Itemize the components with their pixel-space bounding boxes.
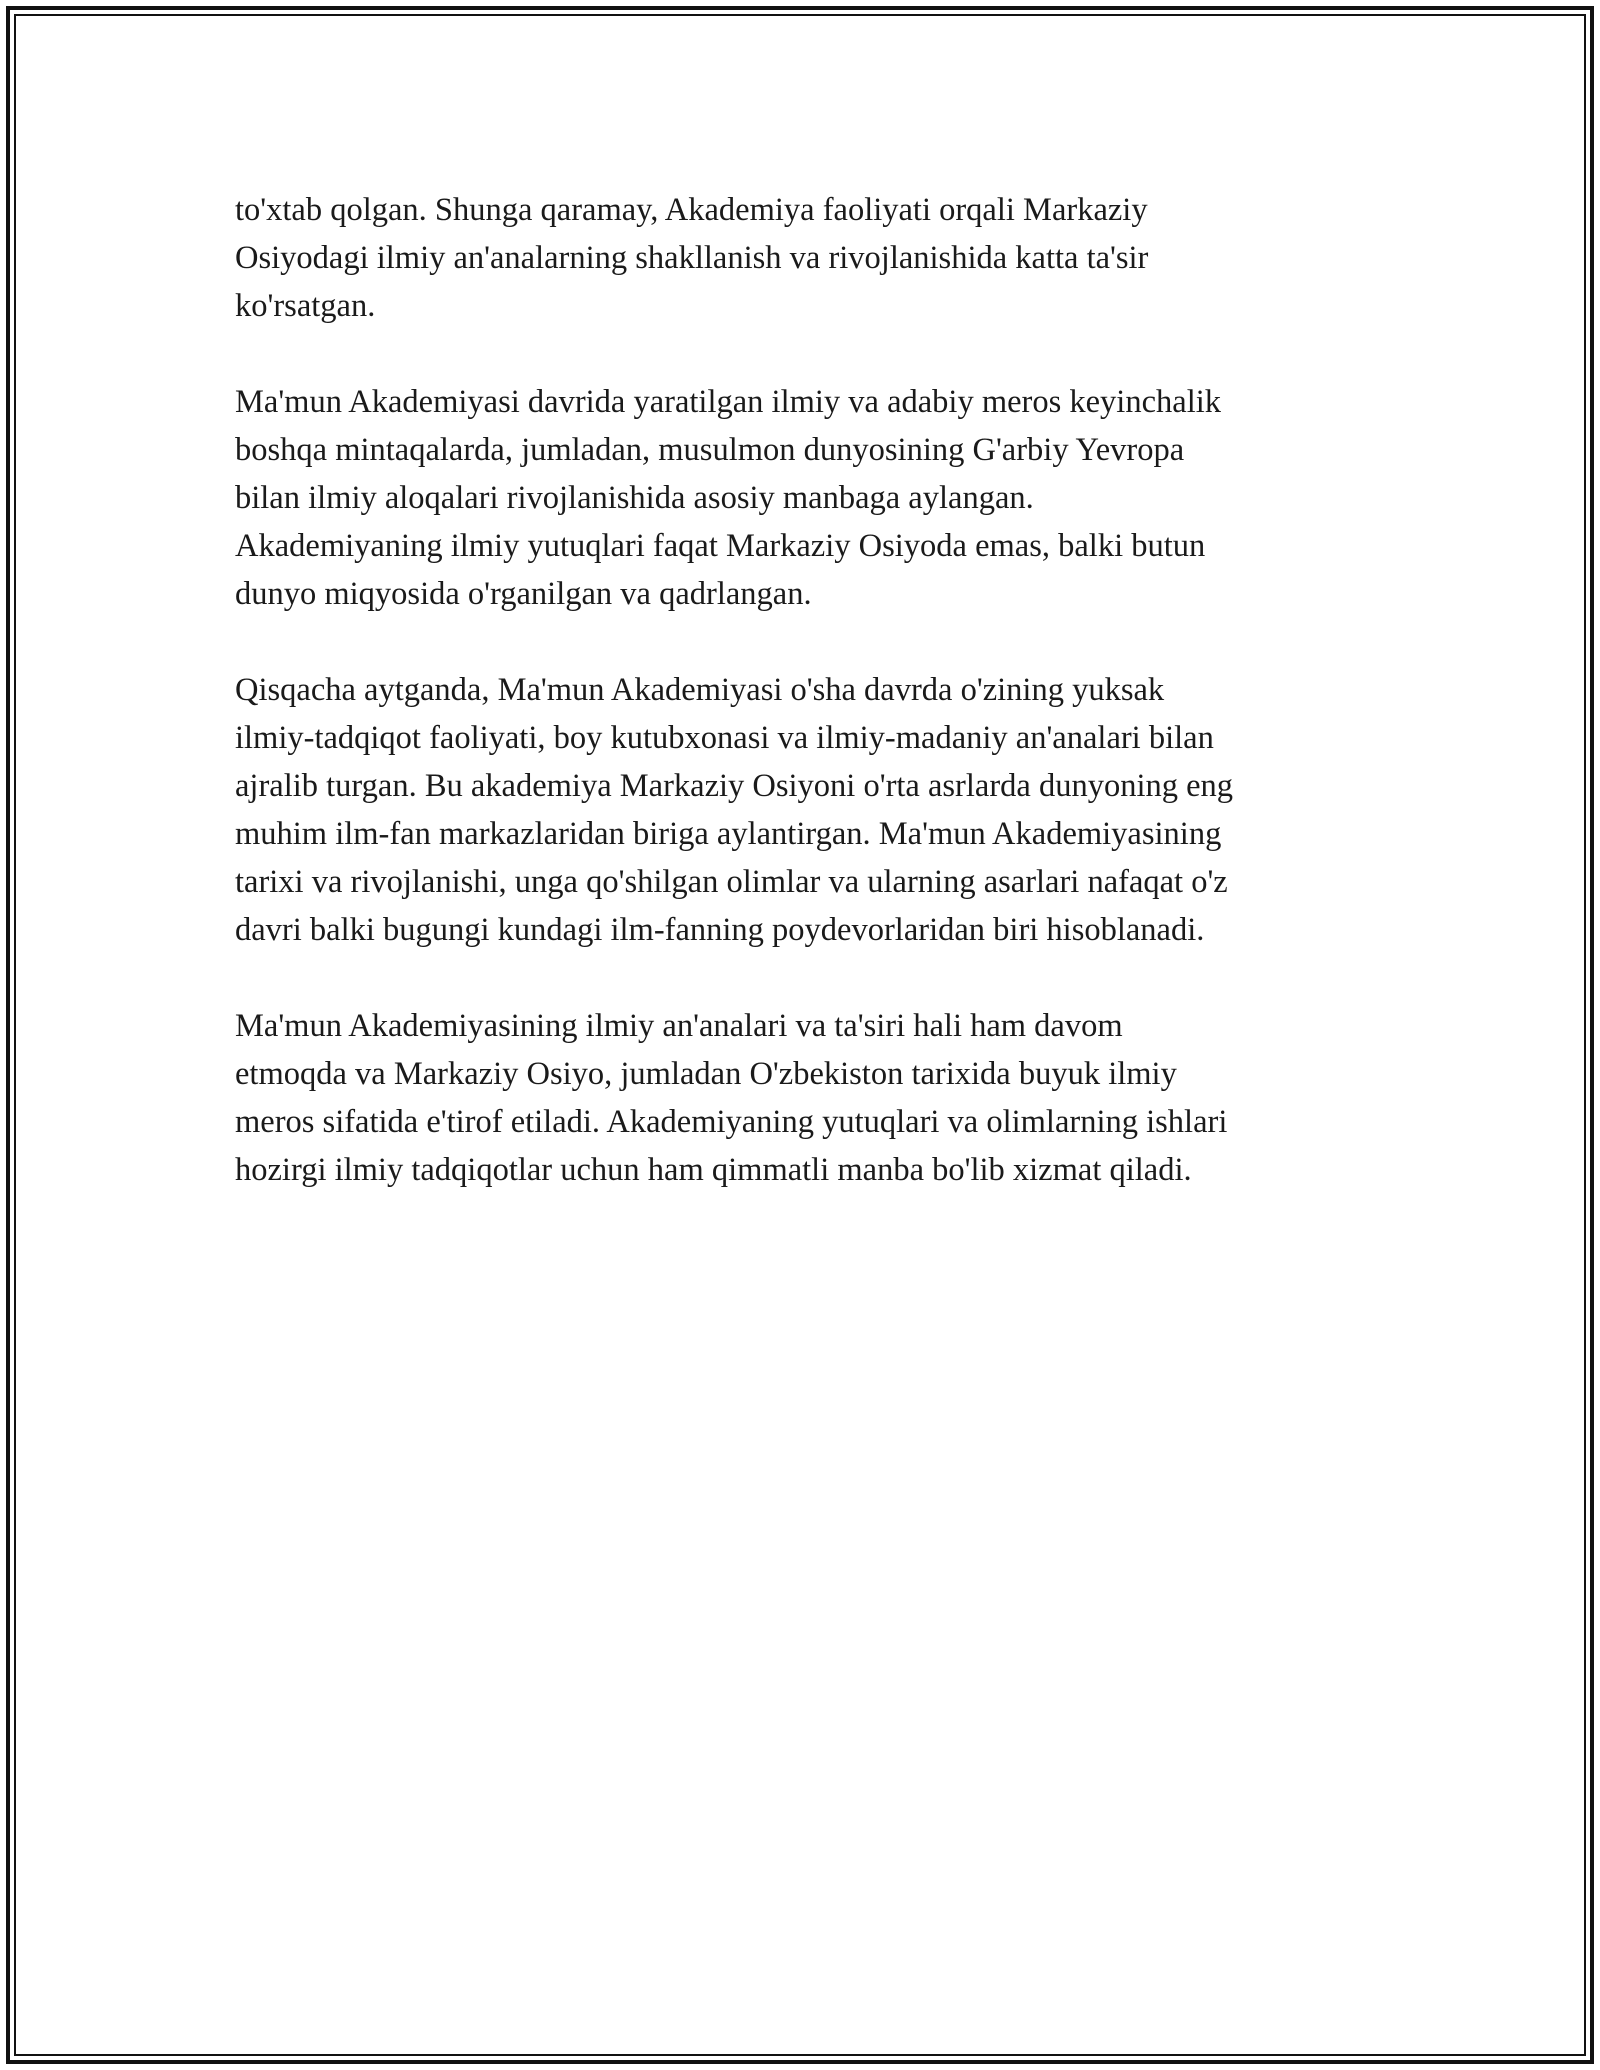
paragraph [235,186,1385,330]
text-line: Qisqacha aytganda, Ma'mun Akademiyasi o'sha davrda o'zining yuksak [235,672,1165,708]
text-line: davri balki bugungi kundagi ilm-fanning poydevorlaridan biri hisoblanadi. [235,912,1205,948]
text-line: etmoqda va Markaziy Osiyo, jumladan O'zbekiston tarixida buyuk ilmiy [235,1056,1177,1092]
text-line: Ma'mun Akademiyasining ilmiy an'analari va ta'siri hali ham davom [235,1008,1123,1044]
text-line: meros sifatida e'tirof etiladi. Akademiyaning yutuqlari va olimlarning ishlari [235,1104,1228,1140]
paragraph [235,1002,1385,1194]
text-line: Osiyodagi ilmiy an'analarning shakllanish va rivojlanishida katta ta'sir [235,240,1149,276]
text-line: hozirgi ilmiy tadqiqotlar uchun ham qimmatli manba bo'lib xizmat qiladi. [235,1152,1192,1188]
text-line: ilmiy-tadqiqot faoliyati, boy kutubxonasi va ilmiy-madaniy an'analari bilan [235,720,1214,756]
text-line: Ma'mun Akademiyasi davrida yaratilgan ilmiy va adabiy meros keyinchalik [235,384,1221,420]
text-line: ko'rsatgan. [235,288,376,324]
document-body [235,186,1385,1242]
paragraph [235,378,1385,618]
text-line: bilan ilmiy aloqalari rivojlanishida asosiy manbaga aylangan. [235,480,1034,516]
text-line: to'xtab qolgan. Shunga qaramay, Akademiya faoliyati orqali Markaziy [235,192,1148,228]
text-line: ajralib turgan. Bu akademiya Markaziy Osiyoni o'rta asrlarda dunyoning eng [235,768,1234,804]
text-line: Akademiyaning ilmiy yutuqlari faqat Markaziy Osiyoda emas, balki butun [235,528,1206,564]
text-line: boshqa mintaqalarda, jumladan, musulmon dunyosining G'arbiy Yevropa [235,432,1185,468]
text-line: tarixi va rivojlanishi, unga qo'shilgan olimlar va ularning asarlari nafaqat o'z [235,864,1228,900]
text-line: muhim ilm-fan markazlaridan biriga aylantirgan. Ma'mun Akademiyasining [235,816,1222,852]
paragraph [235,666,1385,954]
text-line: dunyo miqyosida o'rganilgan va qadrlangan. [235,576,812,612]
